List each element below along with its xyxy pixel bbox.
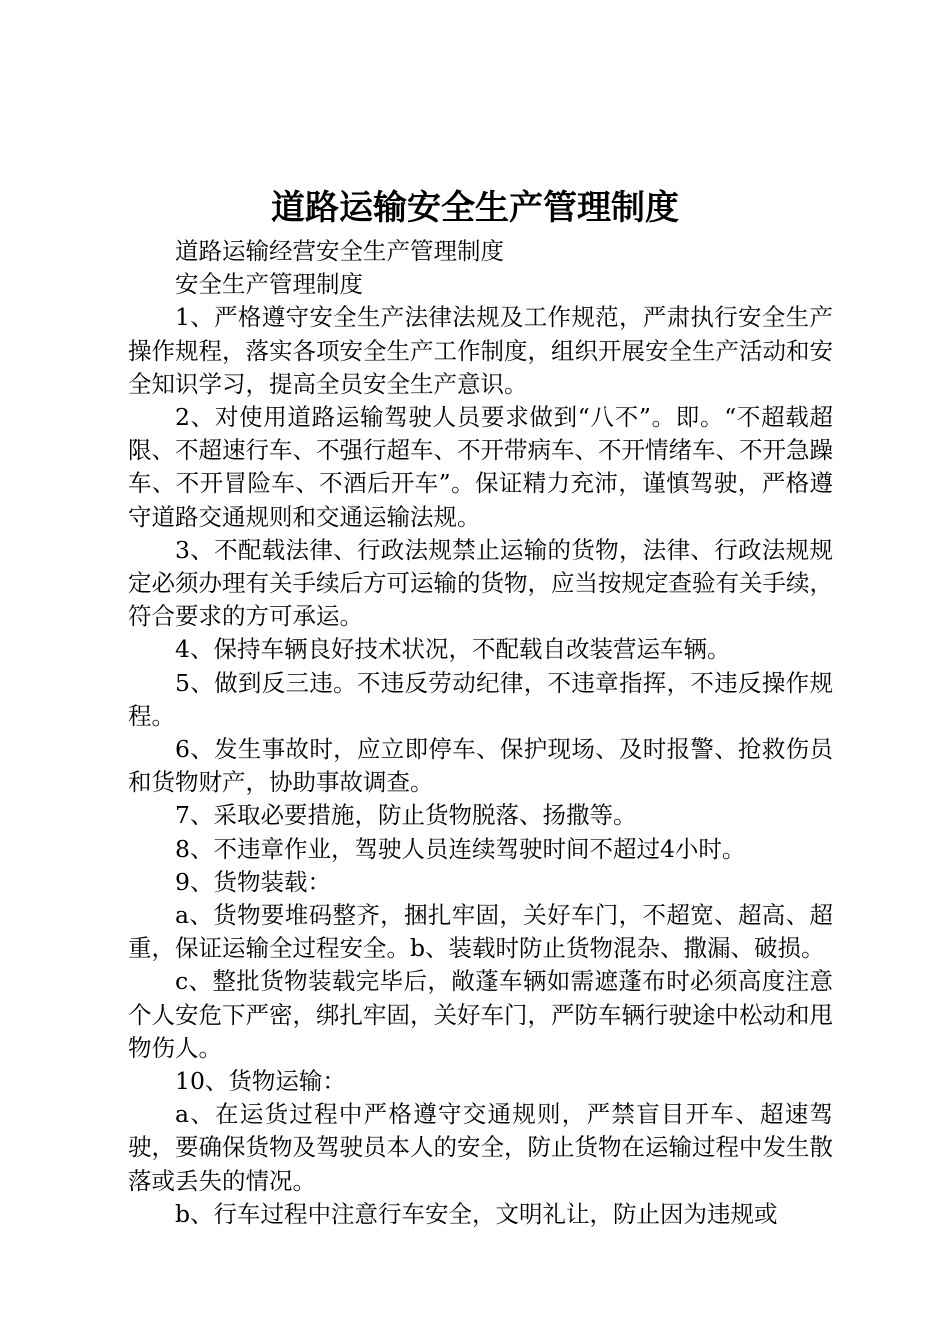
paragraph: 3、不配载法律、行政法规禁止运输的货物，法律、行政法规规定必须办理有关手续后方可运输的货物，应当按规定查验有关手续，符合要求的方可承运。 (128, 535, 833, 631)
paragraph: 道路运输经营安全生产管理制度 (175, 237, 504, 265)
paragraph: 5、做到反三违。不违反劳动纪律，不违章指挥，不违反操作规程。 (128, 668, 833, 730)
paragraph: 2、对使用道路运输驾驶人员要求做到“八不”。即。“不超载超限、不超速行车、不强行超车、不开带病车、不开情绪车、不开急躁车、不开冒险车、不酒后开车”。保证精力充沛，谨慎驾驶，严格遵守道路交通规则和交通运输法规。 (128, 403, 833, 531)
paragraph: 9、货物装载： (175, 867, 331, 896)
paragraph: 6、发生事故时，应立即停车、保护现场、及时报警、抢救伤员和货物财产，协助事故调查。 (128, 735, 833, 797)
paragraph: 安全生产管理制度 (175, 270, 363, 299)
paragraph: c、整批货物装载完毕后，敞蓬车辆如需遮蓬布时必须高度注意个人安危下严密，绑扎牢固，关好车门，严防车辆行驶途中松动和甩物伤人。 (128, 967, 833, 1062)
paragraph: 1、严格遵守安全生产法律法规及工作规范，严肃执行安全生产操作规程，落实各项安全生产工作制度，组织开展安全生产活动和安全知识学习，提高全员安全生产意识。 (128, 303, 833, 398)
document-title: 道路运输安全生产管理制度 (271, 188, 679, 228)
paragraph: 10、货物运输： (175, 1067, 346, 1096)
paragraph: a、在运货过程中严格遵守交通规则，严禁盲目开车、超速驾驶，要确保货物及驾驶员本人的安全，防止货物在运输过程中发生散落或丢失的情况。 (128, 1100, 833, 1195)
document-body (128, 235, 833, 1231)
paragraph: a、货物要堆码整齐，捆扎牢固，关好车门，不超宽、超高、超重，保证运输全过程安全。b、装载时防止货物混杂、撒漏、破损。 (128, 901, 833, 963)
paragraph: b、行车过程中注意行车安全，文明礼让，防止因为违规或 (175, 1199, 778, 1228)
paragraph: 8、不违章作业，驾驶人员连续驾驶时间不超过4小时。 (175, 834, 746, 863)
paragraph: 4、保持车辆良好技术状况，不配载自改装营运车辆。 (175, 635, 731, 664)
paragraph: 7、采取必要措施，防止货物脱落、扬撒等。 (175, 801, 637, 830)
